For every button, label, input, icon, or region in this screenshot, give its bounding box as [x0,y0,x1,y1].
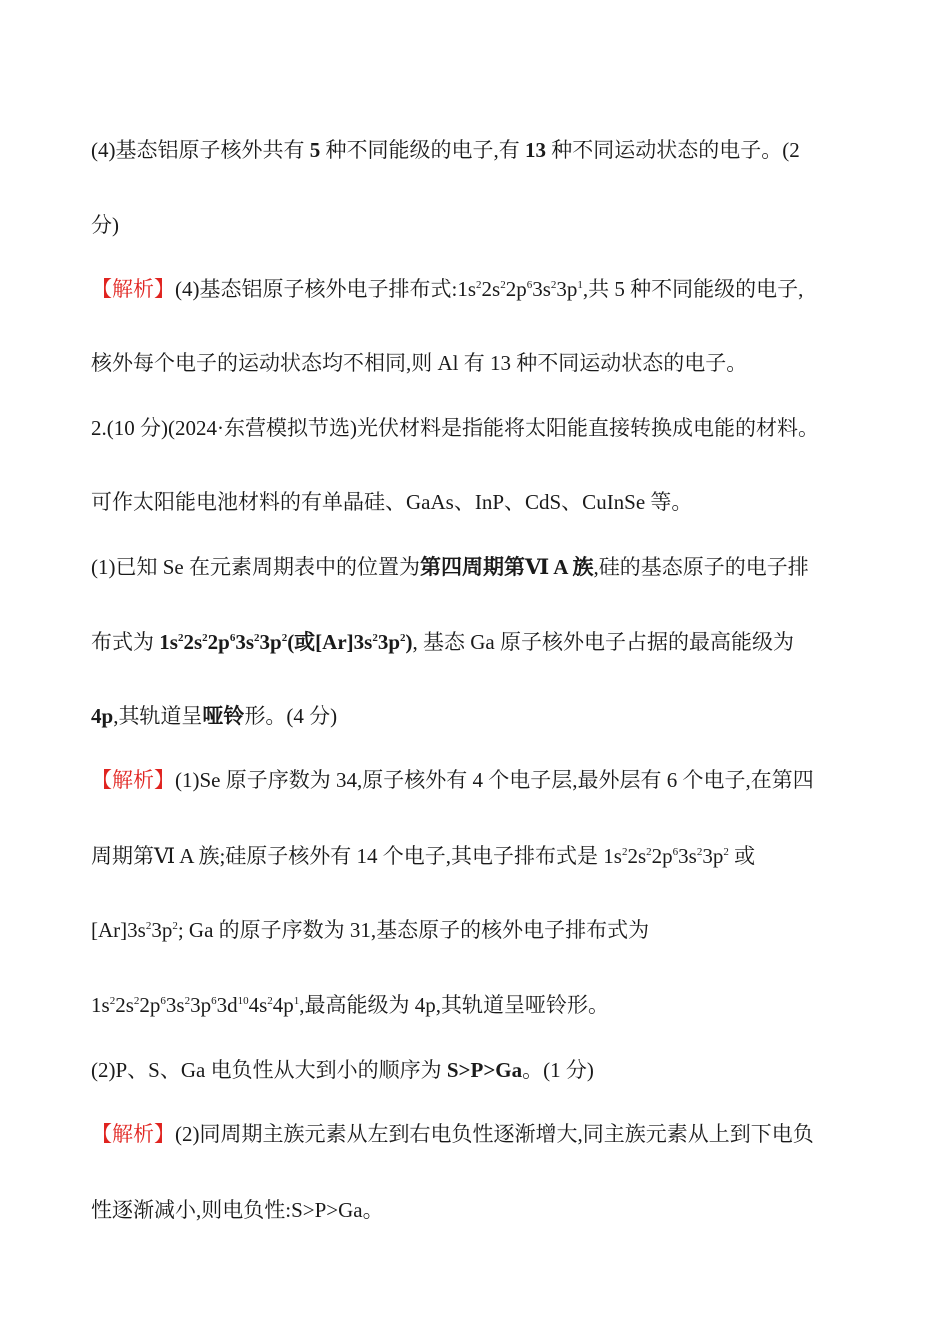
q4-line-1: (4)基态铝原子核外共有 5 种不同能级的电子,有 13 种不同运动状态的电子。(2 [91,138,800,162]
exp1-line-4: $1s^22s^22p^63s^23p^63d^{10}4s^24p^1$,最高能级为 4p,其轨道呈哑铃形。 [91,993,609,1017]
explanation-tag: 【解析】 [91,1122,175,1146]
q1-line-1: (1)已知 Se 在元素周期表中的位置为第四周期第Ⅵ A 族,硅的基态原子的电子排 [91,555,809,579]
q1-line-2: 布式为 $1s^22s^22p^63s^23p^2$(或$[Ar]3s^23p^2$), 基态 Ga 原子核外电子占据的最高能级为 [91,630,795,654]
exp1-line-2: 周期第Ⅵ A 族;硅原子核外有 14 个电子,其电子排布式是 $1s^22s^22p^63s^23p^2$ 或 [91,844,756,868]
q4-line-2: 分) [91,213,119,237]
q2p-line-1: (2)P、S、Ga 电负性从大到小的顺序为 S>P>Ga。(1 分) [91,1058,594,1082]
explanation-tag: 【解析】 [91,277,175,301]
exp4-line-2: 核外每个电子的运动状态均不相同,则 Al 有 13 种不同运动状态的电子。 [91,351,748,375]
q2-line-2: 可作太阳能电池材料的有单晶硅、GaAs、InP、CdS、CuInSe 等。 [91,490,693,514]
exp2-line-2: 性逐渐减小,则电负性:S>P>Ga。 [91,1198,384,1222]
exp4-line-1: 【解析】(4)基态铝原子核外电子排布式$:1s^22s^22p^63s^23p^1$,共 5 种不同能级的电子, [91,277,804,301]
exp1-line-1: 【解析】(1)Se 原子序数为 34,原子核外有 4 个电子层,最外层有 6 个电子,在第四 [91,768,814,792]
exp1-line-3: $[Ar]3s^23p^2$; Ga 的原子序数为 31,基态原子的核外电子排布式为 [91,918,650,942]
q1-line-3: 4p,其轨道呈哑铃形。(4 分) [91,704,338,728]
exp2-line-1: 【解析】(2)同周期主族元素从左到右电负性逐渐增大,同主族元素从上到下电负 [91,1122,814,1146]
explanation-tag: 【解析】 [91,768,175,792]
q2-line-1: 2.(10 分)(2024·东营模拟节选)光伏材料是指能将太阳能直接转换成电能的材料。 [91,416,819,440]
